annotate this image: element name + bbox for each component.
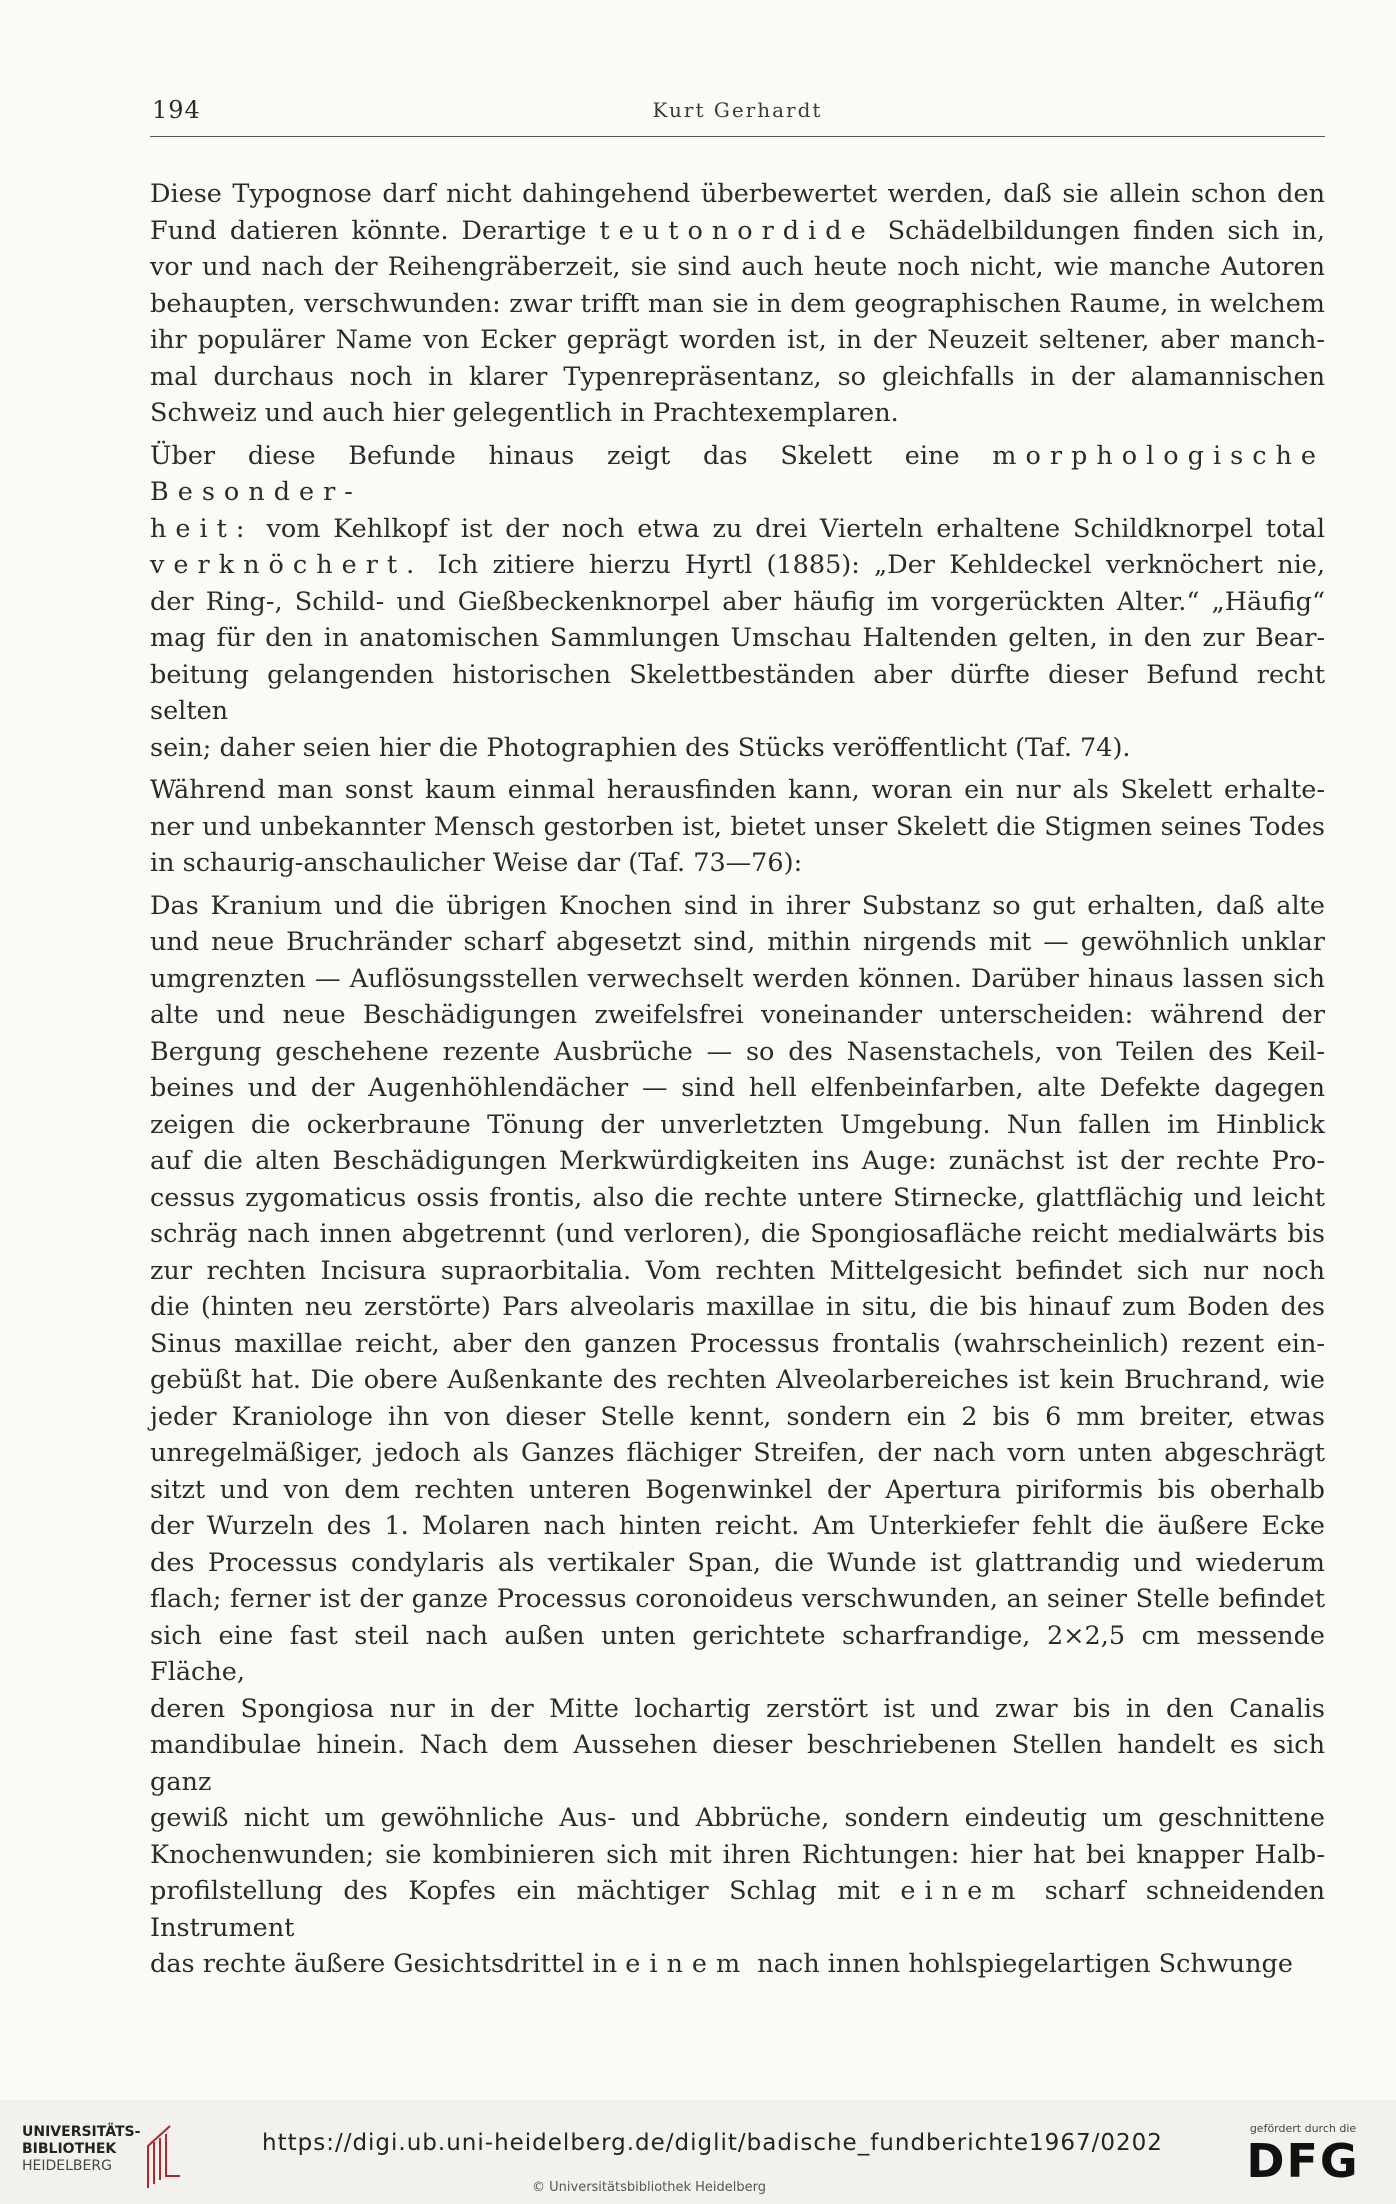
paragraph <box>150 438 1325 767</box>
text-line: zeigen die ockerbraune Tönung der unverletzten Umgebung. Nun fallen im Hinblick <box>150 1109 1325 1140</box>
running-head: Kurt Gerhardt <box>652 98 823 122</box>
text-line: mandibulae hinein. Nach dem Aussehen dieser beschriebenen Stellen handelt es sich ganz <box>150 1730 1325 1797</box>
text-line: auf die alten Beschädigungen Merkwürdigkeiten ins Auge: zunächst ist der rechte Pro- <box>150 1146 1325 1176</box>
text-line: mal durchaus noch in klarer Typenrepräsentanz, so gleichfalls in der alamannischen <box>150 361 1325 392</box>
text-line: gewiß nicht um gewöhnliche Aus- und Abbrüche, sondern eindeutig um geschnittene <box>150 1803 1325 1833</box>
copyright-notice: © Universitätsbibliothek Heidelberg <box>532 2180 767 2195</box>
text-line: und neue Bruchränder scharf abgesetzt sind, mithin nirgends mit — gewöhnlich unklar <box>150 927 1325 957</box>
text-line: Das Kranium und die übrigen Knochen sind in ihrer Substanz so gut erhalten, daß alte <box>150 890 1325 921</box>
spaced-emphasis: verknöchert. <box>150 550 424 580</box>
dfg-logo[interactable] <box>1228 2122 1378 2202</box>
text-line: flach; ferner ist der ganze Processus coronoideus verschwunden, an seiner Stelle befindet <box>150 1584 1325 1614</box>
text-line: Fund datieren könnte. Derartige teutonordide Schädelbildungen finden sich in, <box>150 215 1325 246</box>
text-line: vor und nach der Reihengräberzeit, sie sind auch heute noch nicht, wie manche Autoren <box>150 252 1325 282</box>
spaced-emphasis: einem <box>625 1949 750 1979</box>
text-line: Knochenwunden; sie kombinieren sich mit ihren Richtungen: hier hat bei knapper Halb- <box>150 1839 1325 1870</box>
page-number: 194 <box>152 96 201 124</box>
paragraph <box>150 176 1325 432</box>
text-line: Schweiz und auch hier gelegentlich in Prachtexemplaren. <box>150 398 899 428</box>
text-line: jeder Kraniologe ihn von dieser Stelle kennt, sondern ein 2 bis 6 mm breiter, etwas <box>150 1401 1325 1432</box>
text-line: sein; daher seien hier die Photographien des Stücks veröffentlicht (Taf. 74). <box>150 732 1131 763</box>
library-logo[interactable] <box>22 2122 182 2192</box>
text-line: gebüßt hat. Die obere Außenkante des rechten Alveolarbereiches ist kein Bruchrand, wie <box>150 1365 1325 1395</box>
text-line: umgrenzten — Auflösungsstellen verwechselt werden können. Darüber hinaus lassen sich <box>150 963 1325 994</box>
text-line: ner und unbekannter Mensch gestorben ist, bietet unser Skelett die Stigmen seines Todes <box>150 811 1325 842</box>
text-line: alte und neue Beschädigungen zweifelsfrei voneinander unterscheiden: während der <box>150 1000 1325 1030</box>
text-line: unregelmäßiger, jedoch als Ganzes flächiger Streifen, der nach vorn unten abgeschrägt <box>150 1438 1325 1468</box>
text-line: Diese Typognose darf nicht dahingehend überbewertet werden, daß sie allein schon den <box>150 179 1325 209</box>
text-line: der Wurzeln des 1. Molaren nach hinten reicht. Am Unterkiefer fehlt die äußere Ecke <box>150 1511 1325 1541</box>
body-text <box>150 176 1325 1989</box>
text-line: Sinus maxillae reicht, aber den ganzen Processus frontalis (wahrscheinlich) rezent ein- <box>150 1328 1325 1359</box>
text-line: Während man sonst kaum einmal herausfinden kann, woran ein nur als Skelett erhalte- <box>150 775 1325 805</box>
text-line: deren Spongiosa nur in der Mitte lochartig zerstört ist und zwar bis in den Canalis <box>150 1693 1325 1724</box>
source-url-link[interactable]: https://digi.ub.uni-heidelberg.de/diglit/badische_fundberichte1967/0202 <box>262 2130 1163 2156</box>
page-header <box>150 96 1325 137</box>
footer-bar <box>0 2100 1396 2204</box>
text-line: profilstellung des Kopfes ein mächtiger Schlag mit einem scharf schneidenden Instrument <box>150 1876 1326 1943</box>
paragraph <box>150 888 1325 1983</box>
text-line: mag für den in anatomischen Sammlungen Umschau Haltenden gelten, in den zur Bear- <box>150 623 1325 653</box>
library-name-line-2: BIBLIOTHEK <box>22 2141 117 2157</box>
text-line: ihr populärer Name von Ecker geprägt worden ist, in der Neuzeit seltener, aber manch- <box>150 325 1325 355</box>
text-line: Bergung geschehene rezente Ausbrüche — so des Nasenstachels, von Teilen des Keil- <box>150 1036 1325 1067</box>
library-name <box>22 2124 140 2175</box>
text-line: sich eine fast steil nach außen unten gerichtete scharfrandige, 2×2,5 cm messende Fläche, <box>150 1620 1325 1687</box>
text-line: schräg nach innen abgetrennt (und verloren), die Spongiosafläche reicht medialwärts bis <box>150 1219 1325 1249</box>
text-line: Über diese Befunde hinaus zeigt das Skelett eine morphologische Besonder- <box>150 440 1325 507</box>
text-line: das rechte äußere Gesichtsdrittel in einem nach innen hohlspiegelartigen Schwunge <box>150 1949 1293 1979</box>
text-line: die (hinten neu zerstörte) Pars alveolaris maxillae in situ, die bis hinauf zum Boden des <box>150 1292 1325 1322</box>
spaced-emphasis: Besonder- <box>150 477 362 507</box>
text-line: zur rechten Incisura supraorbitalia. Vom rechten Mittelgesicht befindet sich nur noch <box>150 1255 1325 1286</box>
library-name-line-1: UNIVERSITÄTS- <box>22 2124 141 2140</box>
library-emblem-icon <box>140 2122 184 2192</box>
text-line: in schaurig-anschaulicher Weise dar (Taf. 73—76): <box>150 848 803 878</box>
text-line: cessus zygomaticus ossis frontis, also die rechte untere Stirnecke, glattflächig und leicht <box>150 1182 1325 1213</box>
text-line: verknöchert. Ich zitiere hierzu Hyrtl (1885): „Der Kehldeckel verknöchert nie, <box>150 550 1325 580</box>
text-line: der Ring-, Schild- und Gießbeckenknorpel aber häufig im vorgerückten Alter.“ „Häufig“ <box>150 586 1325 617</box>
text-line: des Processus condylaris als vertikaler Span, die Wunde ist glattrandig und wiederum <box>150 1547 1325 1578</box>
text-line: heit: vom Kehlkopf ist der noch etwa zu drei Vierteln erhaltene Schildknorpel total <box>150 513 1325 544</box>
spaced-emphasis: teutonordide <box>599 215 875 246</box>
text-line: beitung gelangenden historischen Skelettbeständen aber dürfte dieser Befund recht selten <box>150 659 1325 726</box>
library-name-line-3: HEIDELBERG <box>22 2158 112 2174</box>
text-line: beines und der Augenhöhlendächer — sind hell elfenbeinfarben, alte Defekte dagegen <box>150 1073 1325 1103</box>
funding-note: gefördert durch die <box>1249 2122 1357 2135</box>
dfg-wordmark: DFG <box>1246 2134 1360 2188</box>
spaced-emphasis: heit: <box>150 513 254 544</box>
paragraph <box>150 772 1325 882</box>
text-line: sitzt und von dem rechten unteren Bogenwinkel der Apertura piriformis bis oberhalb <box>150 1474 1325 1505</box>
spaced-emphasis: einem <box>900 1876 1025 1906</box>
spaced-emphasis: morphologische <box>992 440 1325 471</box>
text-line: behaupten, verschwunden: zwar trifft man sie in dem geographischen Raume, in welchem <box>150 288 1325 319</box>
